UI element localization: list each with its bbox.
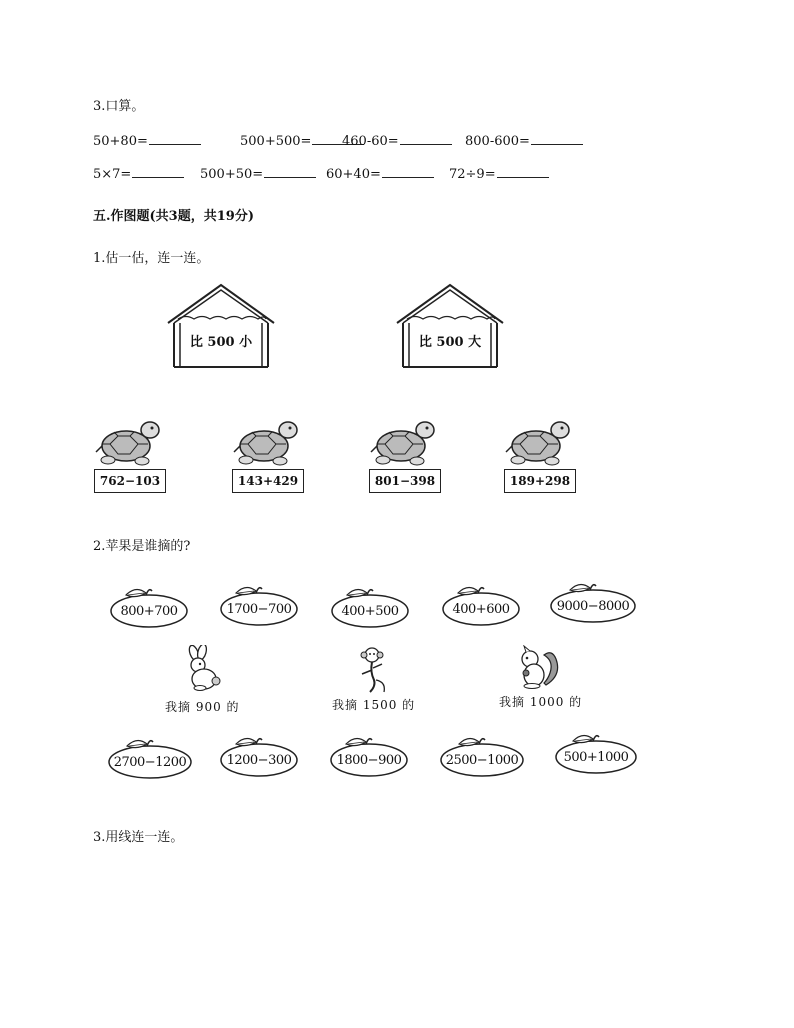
apple-expression: 2700−1200: [113, 755, 187, 770]
monkey-icon: [356, 646, 392, 696]
apple-expression: 1200−300: [226, 753, 292, 768]
apple-expression: 1800−900: [336, 753, 402, 768]
math-item: 60+40=: [326, 165, 434, 182]
math-item: 50+80=: [93, 132, 201, 149]
house-icon: [395, 283, 505, 369]
math-item: 500+50=: [200, 165, 316, 182]
house-label: 比 500 大: [418, 335, 482, 350]
house-less-than-500[interactable]: [166, 283, 276, 369]
turtle-icon: [504, 416, 578, 468]
turtle-icon: [232, 416, 306, 468]
apple[interactable]: [553, 731, 639, 775]
apple-expression: 1700−700: [226, 602, 292, 617]
answer-blank[interactable]: [132, 165, 184, 178]
answer-blank[interactable]: [264, 165, 316, 178]
turtle-expression: 189+298: [504, 469, 576, 493]
turtle-expression: 801−398: [369, 469, 441, 493]
apple[interactable]: [438, 734, 526, 778]
apple-expression: 800+700: [120, 604, 178, 619]
answer-blank[interactable]: [497, 165, 549, 178]
turtle-expression: 762−103: [94, 469, 166, 493]
apple[interactable]: [108, 585, 190, 629]
squirrel-icon: [516, 645, 562, 689]
turtle-expression: 143+429: [232, 469, 304, 493]
math-item: 800-600=: [465, 132, 583, 149]
math-item: 72÷9=: [449, 165, 549, 182]
answer-blank[interactable]: [400, 132, 452, 145]
squirrel: [516, 645, 562, 693]
apple[interactable]: [548, 580, 638, 624]
rabbit-icon: [178, 645, 224, 691]
rabbit: [178, 645, 224, 695]
apple[interactable]: [218, 583, 300, 627]
apple[interactable]: [440, 583, 522, 627]
turtle-card[interactable]: [94, 416, 168, 488]
apple-expression: 400+600: [452, 602, 510, 617]
math-item: 460-60=: [342, 132, 452, 149]
answer-blank[interactable]: [382, 165, 434, 178]
turtle-icon: [94, 416, 168, 468]
monkey: [356, 646, 392, 700]
house-icon: [166, 283, 276, 369]
math-item: 500+500=: [240, 132, 364, 149]
apple[interactable]: [106, 736, 194, 780]
apple-expression: 2500−1000: [445, 753, 519, 768]
answer-blank[interactable]: [531, 132, 583, 145]
turtle-card[interactable]: [232, 416, 306, 488]
house-label: 比 500 小: [189, 335, 253, 350]
q3b-title: 3.用线连一连。: [93, 830, 184, 845]
turtle-card[interactable]: [504, 416, 578, 488]
q1-title: 1.估一估，连一连。: [93, 251, 210, 266]
answer-blank[interactable]: [149, 132, 201, 145]
apple-expression: 9000−8000: [556, 599, 630, 614]
apple[interactable]: [329, 585, 411, 629]
house-greater-than-500[interactable]: [395, 283, 505, 369]
monkey-claim: 我摘 1500 的: [332, 698, 416, 712]
turtle-icon: [369, 416, 443, 468]
q3-title: 3.口算。: [93, 99, 145, 114]
q2-title: 2.苹果是谁摘的?: [93, 539, 191, 554]
apple[interactable]: [218, 734, 300, 778]
squirrel-claim: 我摘 1000 的: [499, 695, 583, 709]
turtle-card[interactable]: [369, 416, 443, 488]
apple-expression: 500+1000: [563, 750, 629, 765]
section-heading: 五.作图题(共3题，共19分): [93, 209, 254, 224]
apple-expression: 400+500: [341, 604, 399, 619]
apple[interactable]: [328, 734, 410, 778]
math-item: 5×7=: [93, 165, 184, 182]
rabbit-claim: 我摘 900 的: [165, 700, 240, 714]
